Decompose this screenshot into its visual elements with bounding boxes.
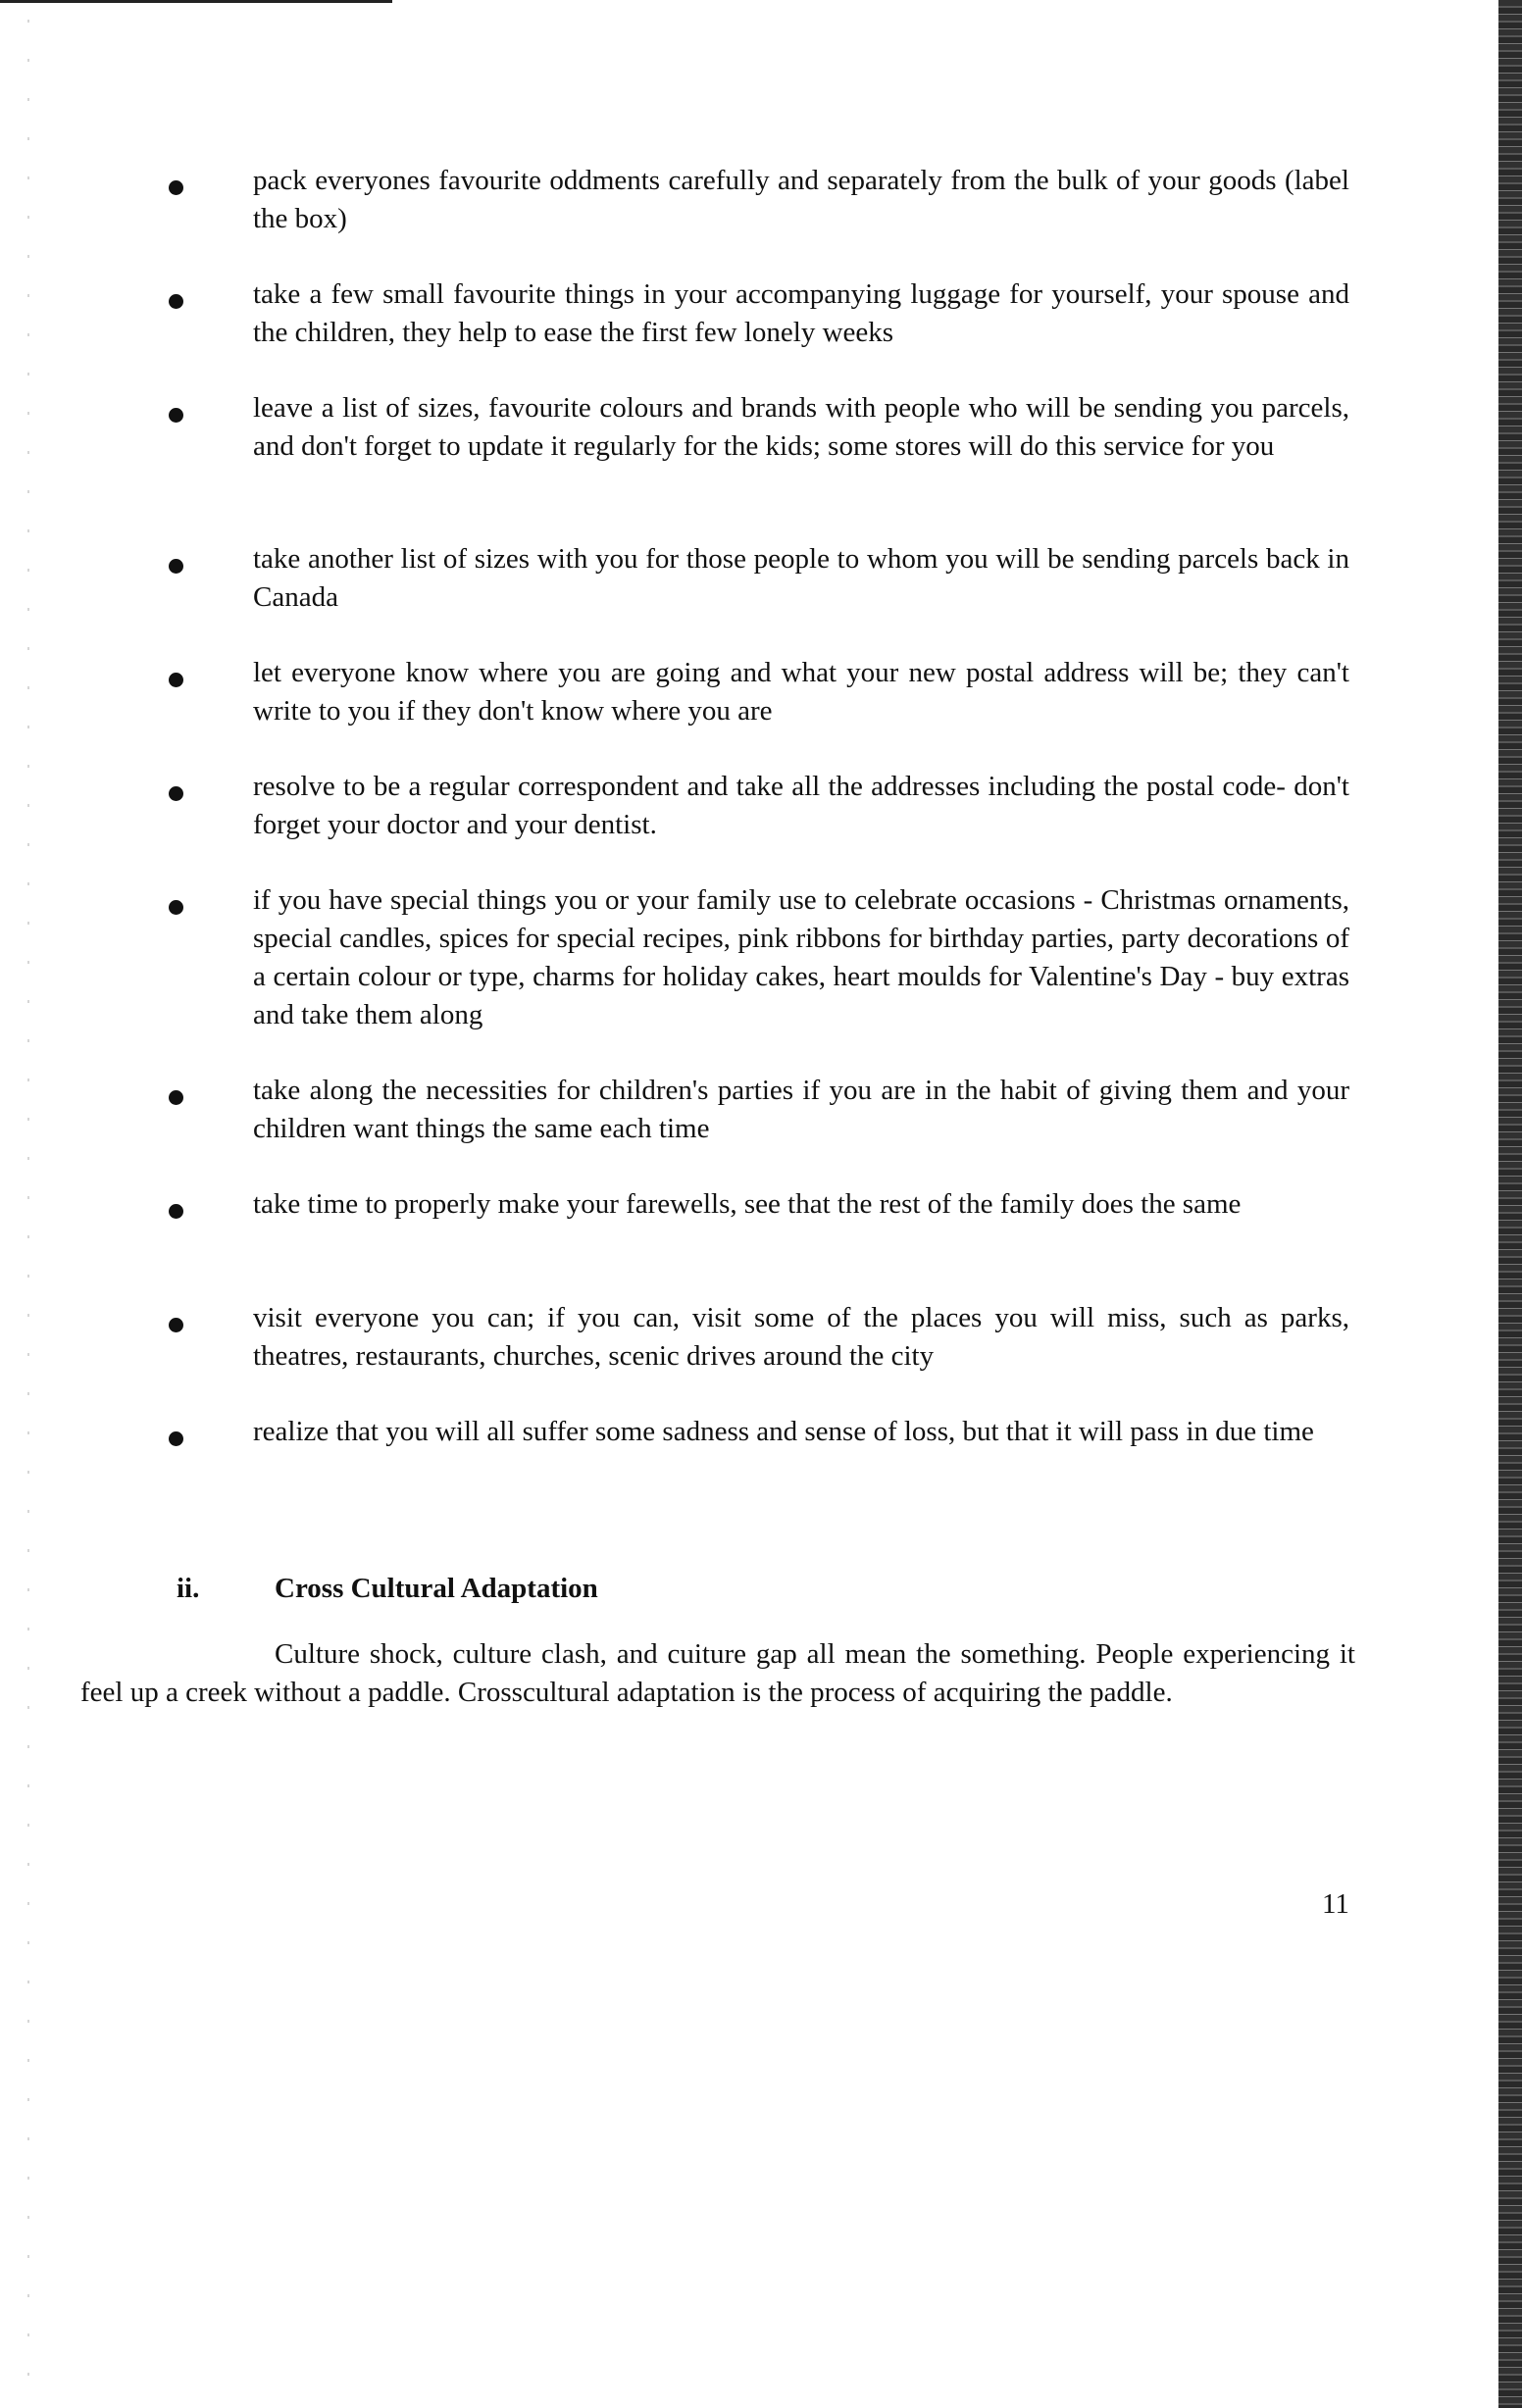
bullet-icon (169, 559, 183, 574)
list-item-text: resolve to be a regular correspondent and take all the addresses including the postal code- don't forget your doctor and your dentist. (253, 771, 1349, 840)
list-item-text: pack everyones favourite oddments carefully and separately from the bulk of your goods (label the box) (253, 165, 1349, 234)
list-item-text: visit everyone you can; if you can, visit some of the places you will miss, such as parks, theatres, restaurants, churches, scenic drives around the city (253, 1302, 1349, 1372)
list-item-text: take a few small favourite things in your accompanying luggage for yourself, your spouse and the children, they help to ease the first few lonely weeks (253, 278, 1349, 348)
list-item-text: take time to properly make your farewells, see that the rest of the family does the same (253, 1188, 1242, 1220)
bullet-icon (169, 786, 183, 801)
bullet-icon (169, 408, 183, 423)
page-number: 11 (1322, 1888, 1349, 1920)
bullet-icon (169, 294, 183, 309)
bullet-icon (169, 1204, 183, 1219)
bullet-icon (169, 1090, 183, 1105)
bullet-icon (169, 1431, 183, 1446)
list-item-text: if you have special things you or your family use to celebrate occasions - Christmas ornaments, special candles, spices for special recipes, pink ribbons for birthday parties, party decorations of a certain colour or type, charms for holiday cakes, heart moulds for Valentine's Day - buy extras and take them along (253, 884, 1349, 1030)
list-item-text: take along the necessities for children's parties if you are in the habit of giving them and your children want things the same each time (253, 1075, 1349, 1144)
section-number: ii. (177, 1573, 200, 1604)
list-item-text: take another list of sizes with you for those people to whom you will be sending parcels back in Canada (253, 543, 1349, 613)
section-heading (0, 1567, 1522, 1610)
list-item-text: realize that you will all suffer some sadness and sense of loss, but that it will pass in due time (253, 1416, 1314, 1447)
bullet-icon (169, 900, 183, 915)
bullet-icon (169, 1318, 183, 1332)
bullet-icon (169, 180, 183, 195)
bullet-icon (169, 673, 183, 687)
section-title: Cross Cultural Adaptation (275, 1573, 598, 1604)
body-paragraph: Culture shock, culture clash, and cuiture gap all mean the something. People experiencing it feel up a creek without a paddle. Crosscultural adaptation is the process of acquiring the paddle. (80, 1638, 1355, 1708)
list-item-text: leave a list of sizes, favourite colours and brands with people who will be sending you parcels, and don't forget to update it regularly for the kids; some stores will do this service for you (253, 392, 1349, 462)
list-item-text: let everyone know where you are going and what your new postal address will be; they can't write to you if they don't know where you are (253, 657, 1349, 727)
